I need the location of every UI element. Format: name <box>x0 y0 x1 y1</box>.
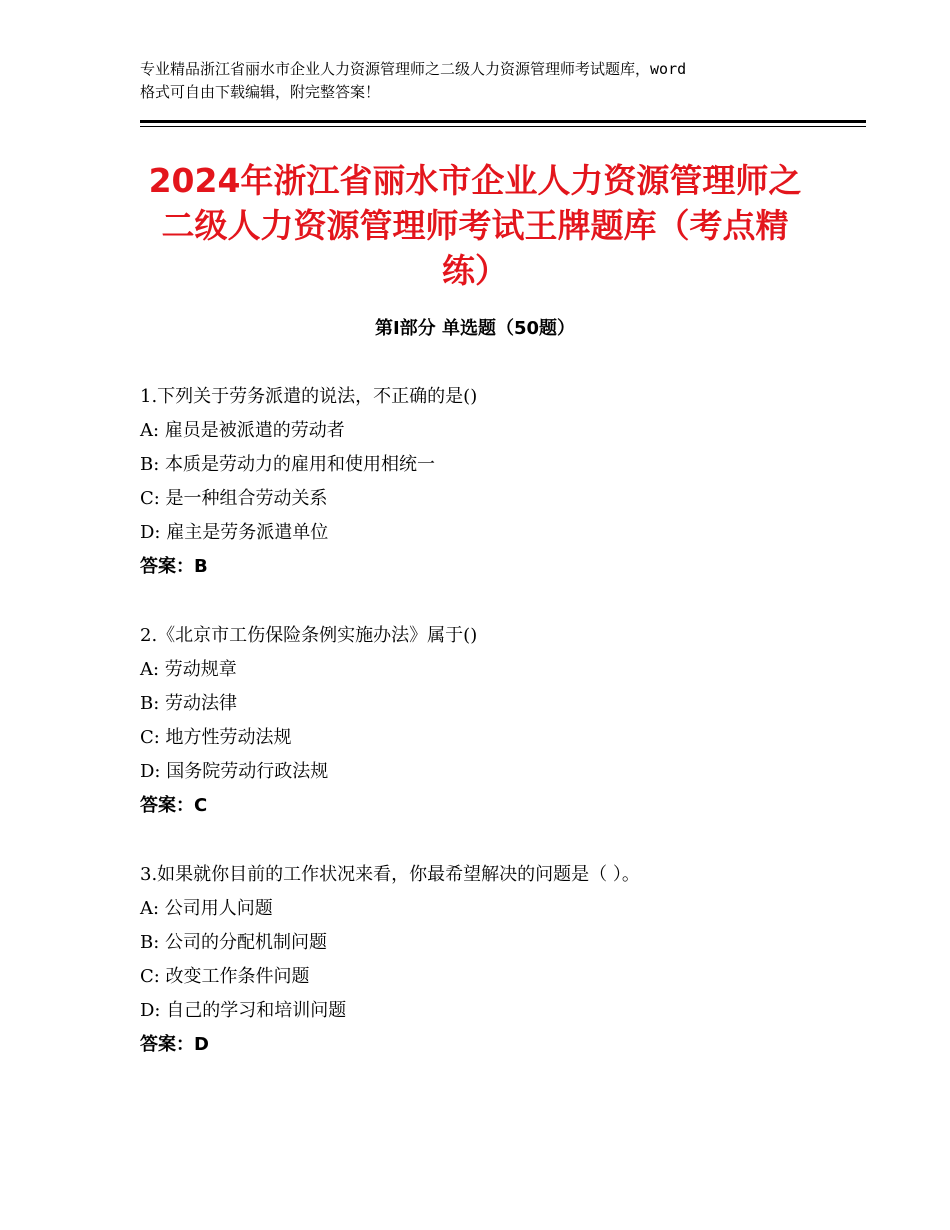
answer: 答案：D <box>140 1034 209 1055</box>
question-stem: 1.下列关于劳务派遣的说法，不正确的是() <box>140 386 478 407</box>
question-stem: 2.《北京市工伤保险条例实施办法》属于() <box>140 625 478 646</box>
option-c: C: 改变工作条件问题 <box>140 966 310 987</box>
option-a: A: 劳动规章 <box>140 659 237 680</box>
option-b: B: 本质是劳动力的雇用和使用相统一 <box>140 454 436 475</box>
question-3 <box>140 858 860 1062</box>
option-d: D: 国务院劳动行政法规 <box>140 761 329 782</box>
header-divider-thin <box>140 126 866 127</box>
option-b: B: 劳动法律 <box>140 693 238 714</box>
section-heading: 第Ⅰ部分 单选题（50题） <box>374 318 575 339</box>
option-a: A: 雇员是被派遣的劳动者 <box>140 420 345 441</box>
option-d: D: 雇主是劳务派遣单位 <box>140 522 329 543</box>
document-title-line-2: 二级人力资源管理师考试王牌题库（考点精 <box>161 206 789 245</box>
question-1 <box>140 380 860 584</box>
option-c: C: 是一种组合劳动关系 <box>140 488 328 509</box>
option-a: A: 公司用人问题 <box>140 898 273 919</box>
option-b: B: 公司的分配机制问题 <box>140 932 328 953</box>
document-title-line-3: 练） <box>442 251 508 290</box>
answer: 答案：B <box>140 556 208 577</box>
question-2 <box>140 619 860 823</box>
document-title <box>100 158 850 293</box>
option-d: D: 自己的学习和培训问题 <box>140 1000 347 1021</box>
header-divider-thick <box>140 120 866 123</box>
question-stem: 3.如果就你目前的工作状况来看，你最希望解决的问题是（ ）。 <box>140 864 640 885</box>
header-note <box>140 58 830 104</box>
header-note-line-1: 专业精品浙江省丽水市企业人力资源管理师之二级人力资源管理师考试题库，word <box>140 60 687 78</box>
header-note-line-2: 格式可自由下载编辑，附完整答案！ <box>140 83 381 101</box>
option-c: C: 地方性劳动法规 <box>140 727 292 748</box>
document-title-line-1: 2024年浙江省丽水市企业人力资源管理师之 <box>148 161 802 200</box>
answer: 答案：C <box>140 795 208 816</box>
